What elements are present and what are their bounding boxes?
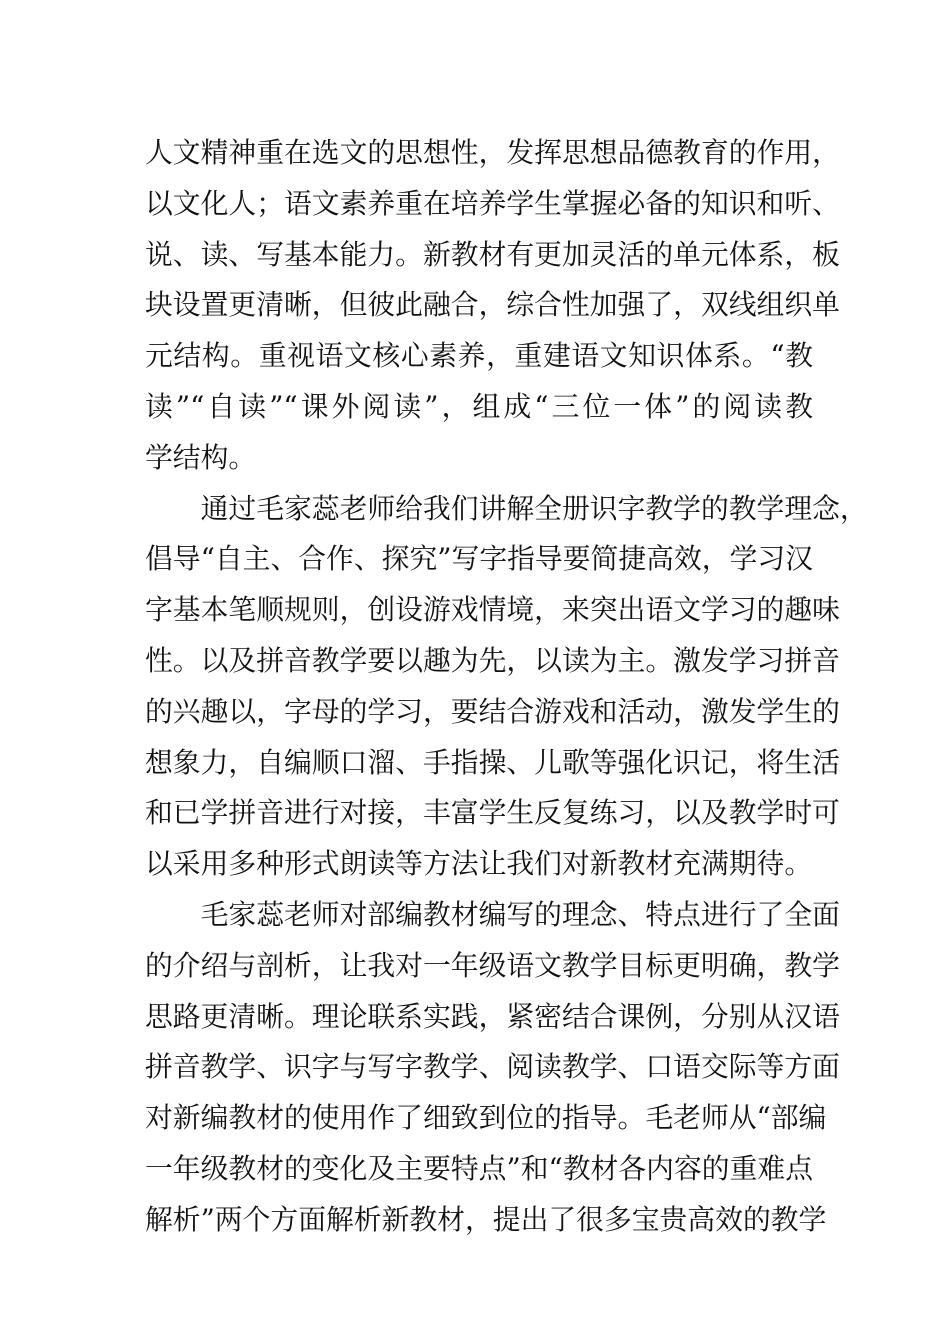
text-line: 以采用多种形式朗读等方法让我们对新教材充满期待。 [145, 847, 813, 881]
text-line: 块设置更清晰，但彼此融合，综合性加强了，双线组织单 [145, 288, 840, 322]
text-line: 毛家蕊老师对部编教材编写的理念、特点进行了全面 [200, 897, 840, 931]
text-line: 学结构。 [145, 440, 257, 474]
text-line: 字基本笔顺规则，创设游戏情境，来突出语文学习的趣味 [145, 593, 840, 627]
text-line: 思路更清晰。理论联系实践，紧密结合课例，分别从汉语 [145, 999, 840, 1033]
text-line: 性。以及拼音教学要以趣为先，以读为主。激发学习拼音 [145, 643, 840, 677]
body-text [145, 128, 868, 1246]
text-line: 说、读、写基本能力。新教材有更加灵活的单元体系，板 [145, 237, 840, 271]
text-line: 读”“自读”“课外阅读”，组成“三位一体”的阅读教 [145, 389, 813, 423]
text-line: 倡导“自主、合作、探究”写字指导要简捷高效，学习汉 [145, 542, 813, 576]
text-line: 元结构。重视语文核心素养，重建语文知识体系。“教 [145, 339, 813, 373]
text-line: 拼音教学、识字与写字教学、阅读教学、口语交际等方面 [145, 1050, 840, 1084]
text-line: 对新编教材的使用作了细致到位的指导。毛老师从“部编 [145, 1101, 827, 1135]
text-line: 的介绍与剖析，让我对一年级语文教学目标更明确，教学 [145, 948, 840, 982]
text-line: 解析”两个方面解析新教材，提出了很多宝贵高效的教学 [145, 1202, 827, 1236]
text-line: 和已学拼音进行对接，丰富学生反复练习，以及教学时可 [145, 796, 840, 830]
text-line: 一年级教材的变化及主要特点”和“教材各内容的重难点 [145, 1151, 813, 1185]
text-line: 通过毛家蕊老师给我们讲解全册识字教学的教学理念， [200, 491, 868, 525]
text-line: 的兴趣以，字母的学习，要结合游戏和活动，激发学生的 [145, 694, 840, 728]
text-line: 以文化人；语文素养重在培养学生掌握必备的知识和听、 [145, 186, 840, 220]
text-line: 想象力，自编顺口溜、手指操、儿歌等强化识记，将生活 [145, 745, 840, 779]
text-line: 人文精神重在选文的思想性，发挥思想品德教育的作用， [145, 136, 840, 169]
